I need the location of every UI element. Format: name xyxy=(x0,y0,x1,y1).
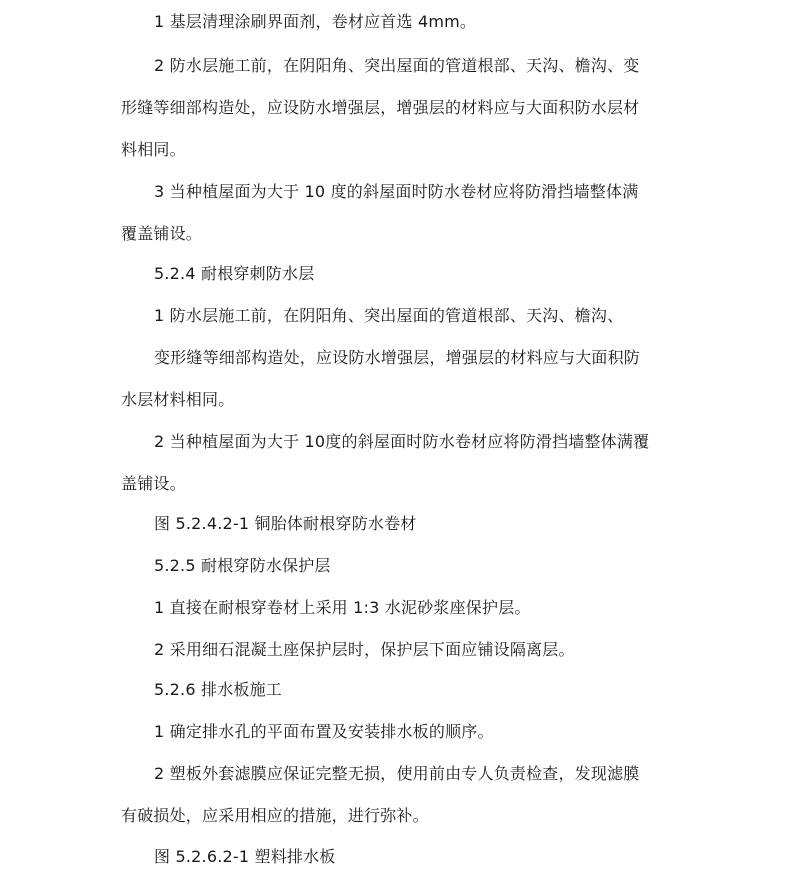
paragraph-line-16: 2 采用细石混凝土座保护层时，保护层下面应铺设隔离层。 xyxy=(154,640,575,659)
paragraph-line-19: 2 塑板外套滤膜应保证完整无损，使用前由专人负责检查，发现滤膜 xyxy=(154,764,640,783)
section-heading-5-2-6: 5.2.6 排水板施工 xyxy=(154,680,282,699)
paragraph-line-4: 料相同。 xyxy=(121,140,186,159)
paragraph-line-2: 2 防水层施工前，在阴阳角、突出屋面的管道根部、天沟、檐沟、变 xyxy=(154,56,640,75)
paragraph-line-18: 1 确定排水孔的平面布置及安装排水板的顺序。 xyxy=(154,722,494,741)
section-heading-5-2-4: 5.2.4 耐根穿刺防水层 xyxy=(154,264,315,283)
paragraph-line-5: 3 当种植屋面为大于 10 度的斜屋面时防水卷材应将防滑挡墙整体满 xyxy=(154,182,639,201)
figure-caption-5-2-4-2-1: 图 5.2.4.2-1 铜胎体耐根穿防水卷材 xyxy=(154,514,417,533)
paragraph-line-8: 1 防水层施工前，在阴阳角、突出屋面的管道根部、天沟、檐沟、 xyxy=(154,306,624,325)
figure-caption-5-2-6-2-1: 图 5.2.6.2-1 塑料排水板 xyxy=(154,847,336,866)
paragraph-line-15: 1 直接在耐根穿卷材上采用 1:3 水泥砂浆座保护层。 xyxy=(154,598,531,617)
paragraph-line-9: 变形缝等细部构造处，应设防水增强层，增强层的材料应与大面积防 xyxy=(154,348,641,367)
paragraph-line-12: 盖铺设。 xyxy=(121,474,186,493)
paragraph-line-1: 1 基层清理涂刷界面剂，卷材应首选 4mm。 xyxy=(154,12,477,31)
paragraph-line-11: 2 当种植屋面为大于 10度的斜屋面时防水卷材应将防滑挡墙整体满覆 xyxy=(154,432,650,451)
section-heading-5-2-5: 5.2.5 耐根穿防水保护层 xyxy=(154,556,331,575)
paragraph-line-10: 水层材料相同。 xyxy=(121,390,235,409)
paragraph-line-20: 有破损处，应采用相应的措施，进行弥补。 xyxy=(121,806,429,825)
paragraph-line-6: 覆盖铺设。 xyxy=(121,224,203,243)
paragraph-line-3: 形缝等细部构造处，应设防水增强层，增强层的材料应与大面积防水层材 xyxy=(121,98,640,117)
